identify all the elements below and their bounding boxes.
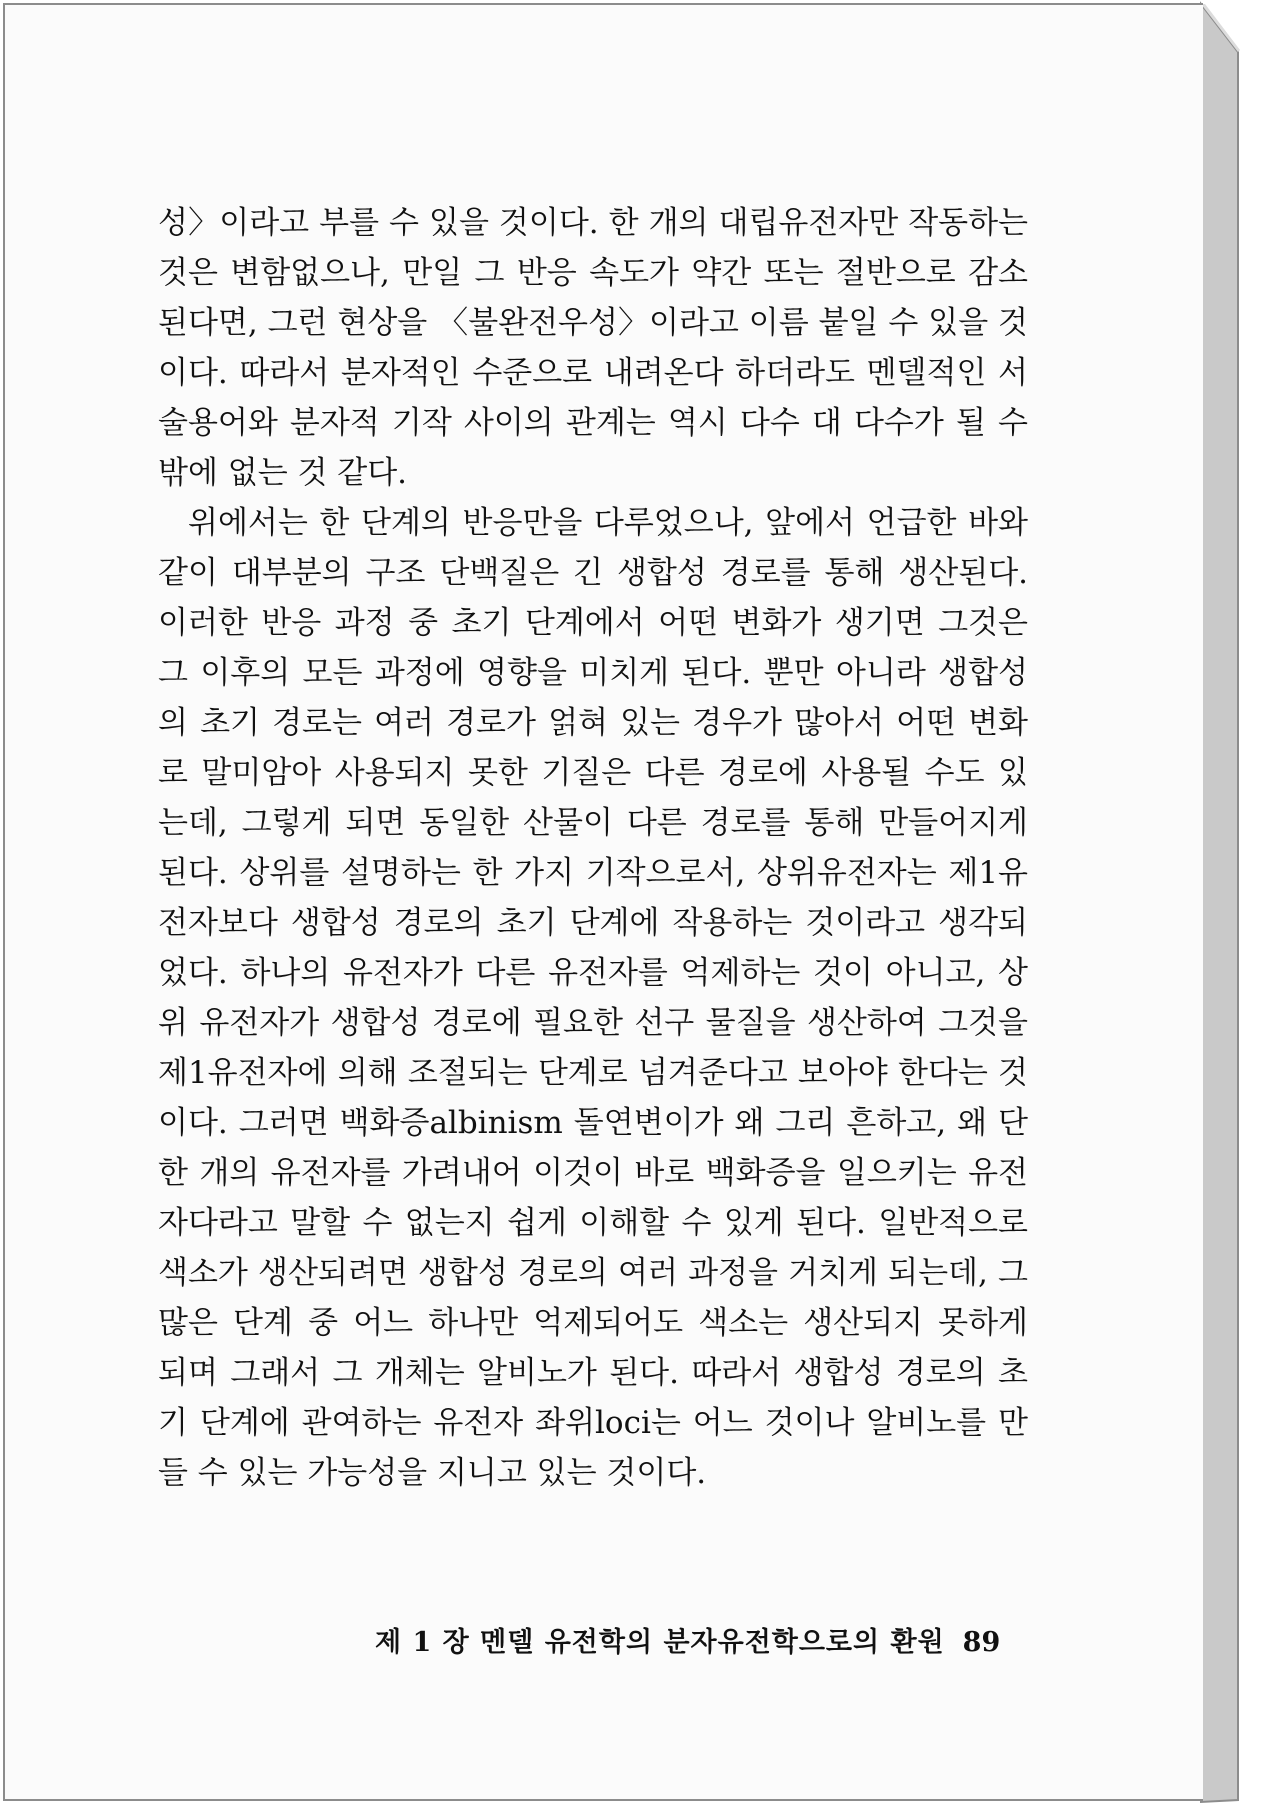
text-line: 색소가 생산되려면 생합성 경로의 여러 과정을 거치게 되는데, 그	[158, 1255, 1028, 1291]
text-line: 이다. 그러면 백화증albinism 돌연변이가 왜 그리 흔하고, 왜 단	[158, 1105, 1028, 1141]
running-footer	[375, 1620, 1001, 1659]
text-line: 었다. 하나의 유전자가 다른 유전자를 억제하는 것이 아니고, 상	[158, 955, 1028, 991]
text-line: 되며 그래서 그 개체는 알비노가 된다. 따라서 생합성 경로의 초	[158, 1355, 1028, 1391]
text-line: 이다. 따라서 분자적인 수준으로 내려온다 하더라도 멘델적인 서	[158, 355, 1028, 391]
text-line: 성〉이라고 부를 수 있을 것이다. 한 개의 대립유전자만 작동하는	[158, 205, 1028, 241]
text-line: 는데, 그렇게 되면 동일한 산물이 다른 경로를 통해 만들어지게	[158, 805, 1028, 841]
text-line: 기 단계에 관여하는 유전자 좌위loci는 어느 것이나 알비노를 만	[158, 1405, 1028, 1441]
text-line: 한 개의 유전자를 가려내어 이것이 바로 백화증을 일으키는 유전	[158, 1155, 1028, 1191]
text-line: 의 초기 경로는 여러 경로가 얽혀 있는 경우가 많아서 어떤 변화	[158, 705, 1028, 741]
text-line: 같이 대부분의 구조 단백질은 긴 생합성 경로를 통해 생산된다.	[158, 555, 1028, 591]
chapter-title: 제 1 장 멘델 유전학의 분자유전학으로의 환원	[375, 1627, 945, 1658]
text-line: 자다라고 말할 수 없는지 쉽게 이해할 수 있게 된다. 일반적으로	[158, 1205, 1028, 1241]
text-line: 로 말미암아 사용되지 못한 기질은 다른 경로에 사용될 수도 있	[158, 755, 1028, 791]
text-line: 밖에 없는 것 같다.	[158, 455, 408, 491]
text-line: 것은 변함없으나, 만일 그 반응 속도가 약간 또는 절반으로 감소	[158, 255, 1028, 291]
text-line: 전자보다 생합성 경로의 초기 단계에 작용하는 것이라고 생각되	[158, 905, 1028, 941]
text-line: 된다면, 그런 현상을 〈불완전우성〉이라고 이름 붙일 수 있을 것	[158, 305, 1028, 341]
page-number: 89	[962, 1627, 1001, 1658]
text-line: 술용어와 분자적 기작 사이의 관계는 역시 다수 대 다수가 될 수	[158, 405, 1028, 441]
text-line: 제1유전자에 의해 조절되는 단계로 넘겨준다고 보아야 한다는 것	[158, 1055, 1028, 1091]
text-line: 된다. 상위를 설명하는 한 가지 기작으로서, 상위유전자는 제1유	[158, 855, 1028, 891]
text-line: 위에서는 한 단계의 반응만을 다루었으나, 앞에서 언급한 바와	[188, 505, 1028, 541]
text-line: 이러한 반응 과정 중 초기 단계에서 어떤 변화가 생기면 그것은	[158, 605, 1028, 641]
text-line: 그 이후의 모든 과정에 영향을 미치게 된다. 뿐만 아니라 생합성	[158, 655, 1028, 691]
text-line: 들 수 있는 가능성을 지니고 있는 것이다.	[158, 1455, 707, 1491]
body-text	[158, 198, 1028, 1498]
text-line: 위 유전자가 생합성 경로에 필요한 선구 물질을 생산하여 그것을	[158, 1005, 1028, 1041]
text-line: 많은 단계 중 어느 하나만 억제되어도 색소는 생산되지 못하게	[158, 1305, 1028, 1341]
